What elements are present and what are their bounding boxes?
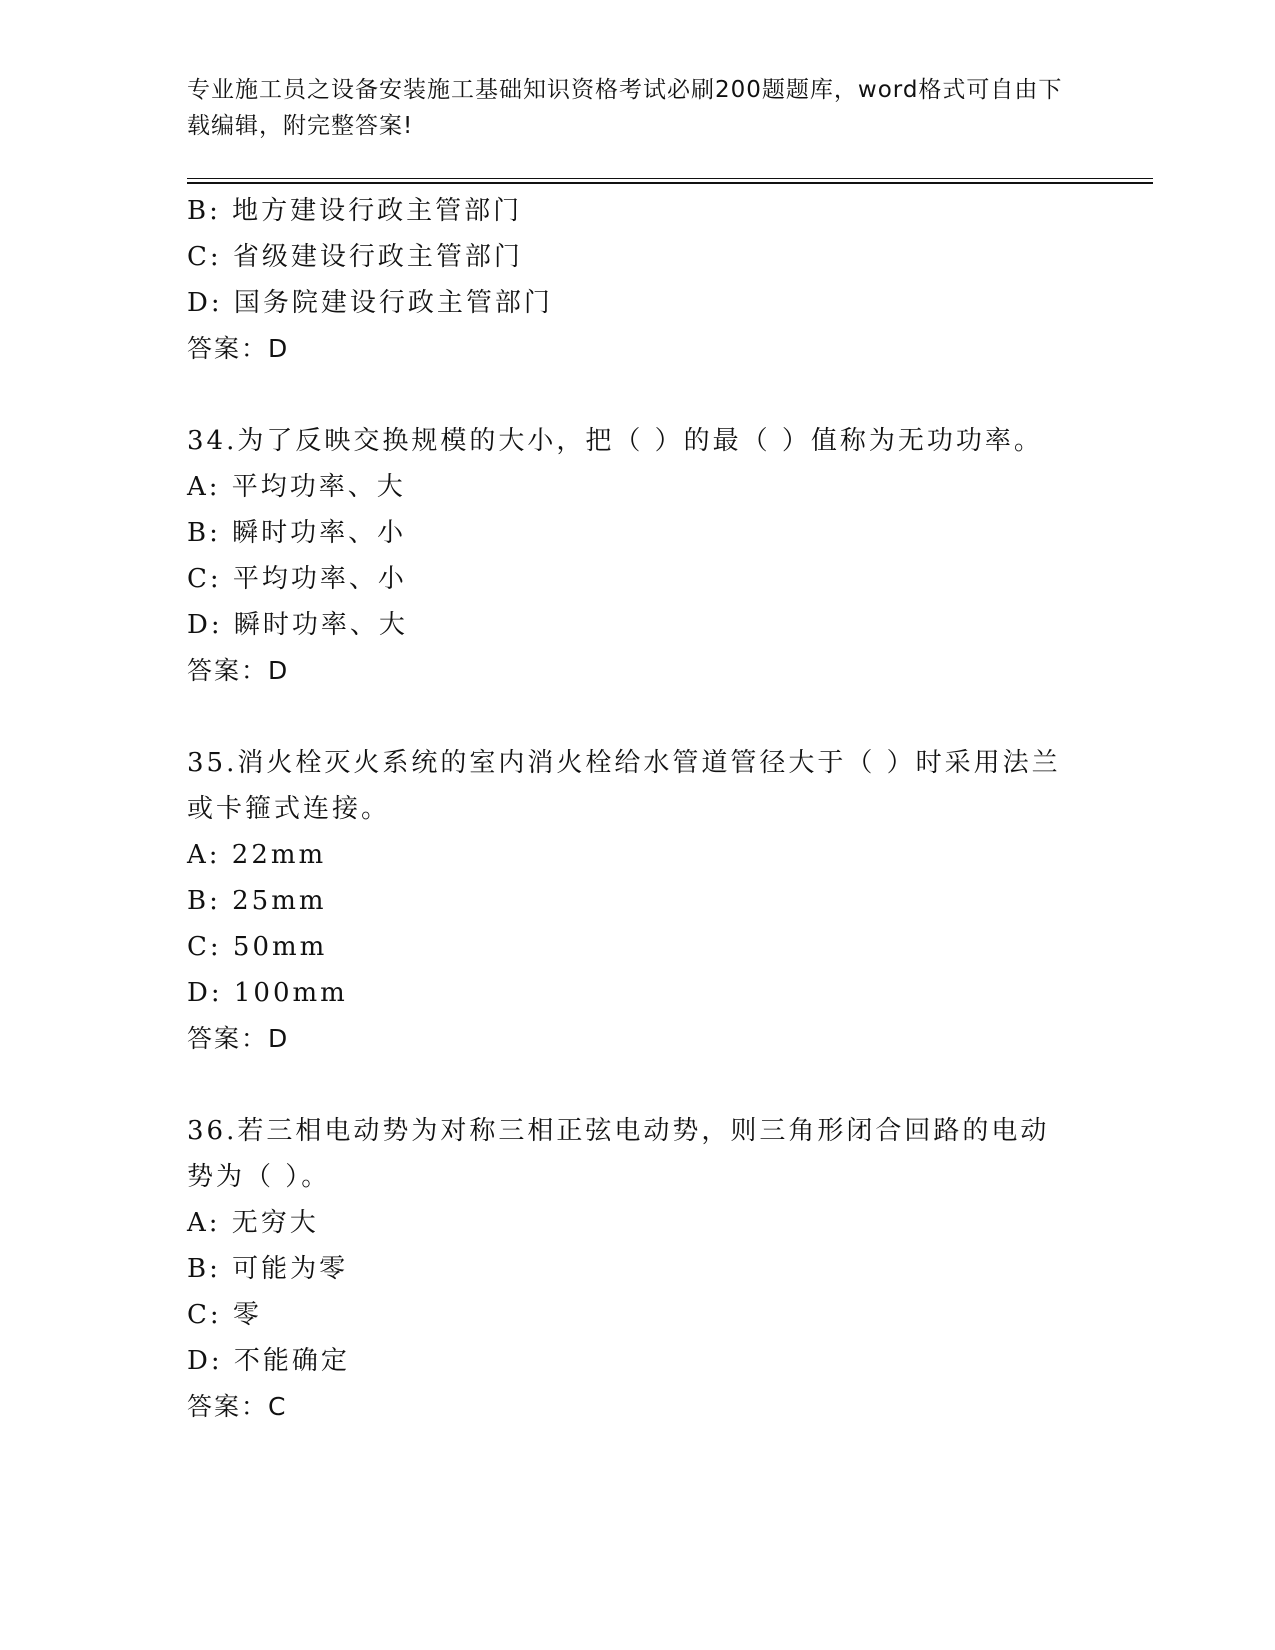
question-stem: 36.若三相电动势为对称三相正弦电动势，则三角形闭合回路的电动势为（ ）。 (187, 1116, 1050, 1192)
option-b: B: 地方建设行政主管部门 (187, 196, 523, 226)
option-a: A: 22mm (187, 840, 327, 870)
option-d: D: 不能确定 (187, 1346, 350, 1376)
question-block-36 (187, 1108, 1087, 1430)
spacer (187, 372, 1087, 418)
question-block-34 (187, 418, 1087, 694)
option-a: A: 无穷大 (187, 1208, 319, 1238)
header-rule-thin (187, 178, 1153, 179)
spacer (187, 1062, 1087, 1108)
option-d: D: 100mm (187, 978, 348, 1008)
option-c: C: 50mm (187, 932, 328, 962)
answer-line: 答案：C (187, 1392, 288, 1421)
option-d: D: 国务院建设行政主管部门 (187, 288, 553, 318)
answer-line: 答案：D (187, 1024, 290, 1053)
option-c: C: 省级建设行政主管部门 (187, 242, 523, 272)
answer-line: 答案：D (187, 656, 290, 685)
answer-line: 答案：D (187, 334, 290, 363)
question-block-35 (187, 740, 1087, 1062)
option-c: C: 零 (187, 1300, 262, 1330)
question-stem: 35.消火栓灭火系统的室内消火栓给水管道管径大于（ ）时采用法兰或卡箍式连接。 (187, 748, 1061, 824)
question-stem: 34.为了反映交换规模的大小，把（ ）的最（ ）值称为无功功率。 (187, 426, 1043, 456)
document-body (187, 188, 1087, 1430)
header-rule-thick (187, 182, 1153, 184)
page-header: 专业施工员之设备安装施工基础知识资格考试必刷200题题库，word格式可自由下载编辑，附完整答案! (187, 77, 1063, 139)
option-b: B: 瞬时功率、小 (187, 518, 407, 548)
option-b: B: 25mm (187, 886, 327, 916)
option-c: C: 平均功率、小 (187, 564, 407, 594)
question-block-33 (187, 188, 1087, 372)
option-a: A: 平均功率、大 (187, 472, 406, 502)
option-b: B: 可能为零 (187, 1254, 349, 1284)
spacer (187, 694, 1087, 740)
option-d: D: 瞬时功率、大 (187, 610, 408, 640)
